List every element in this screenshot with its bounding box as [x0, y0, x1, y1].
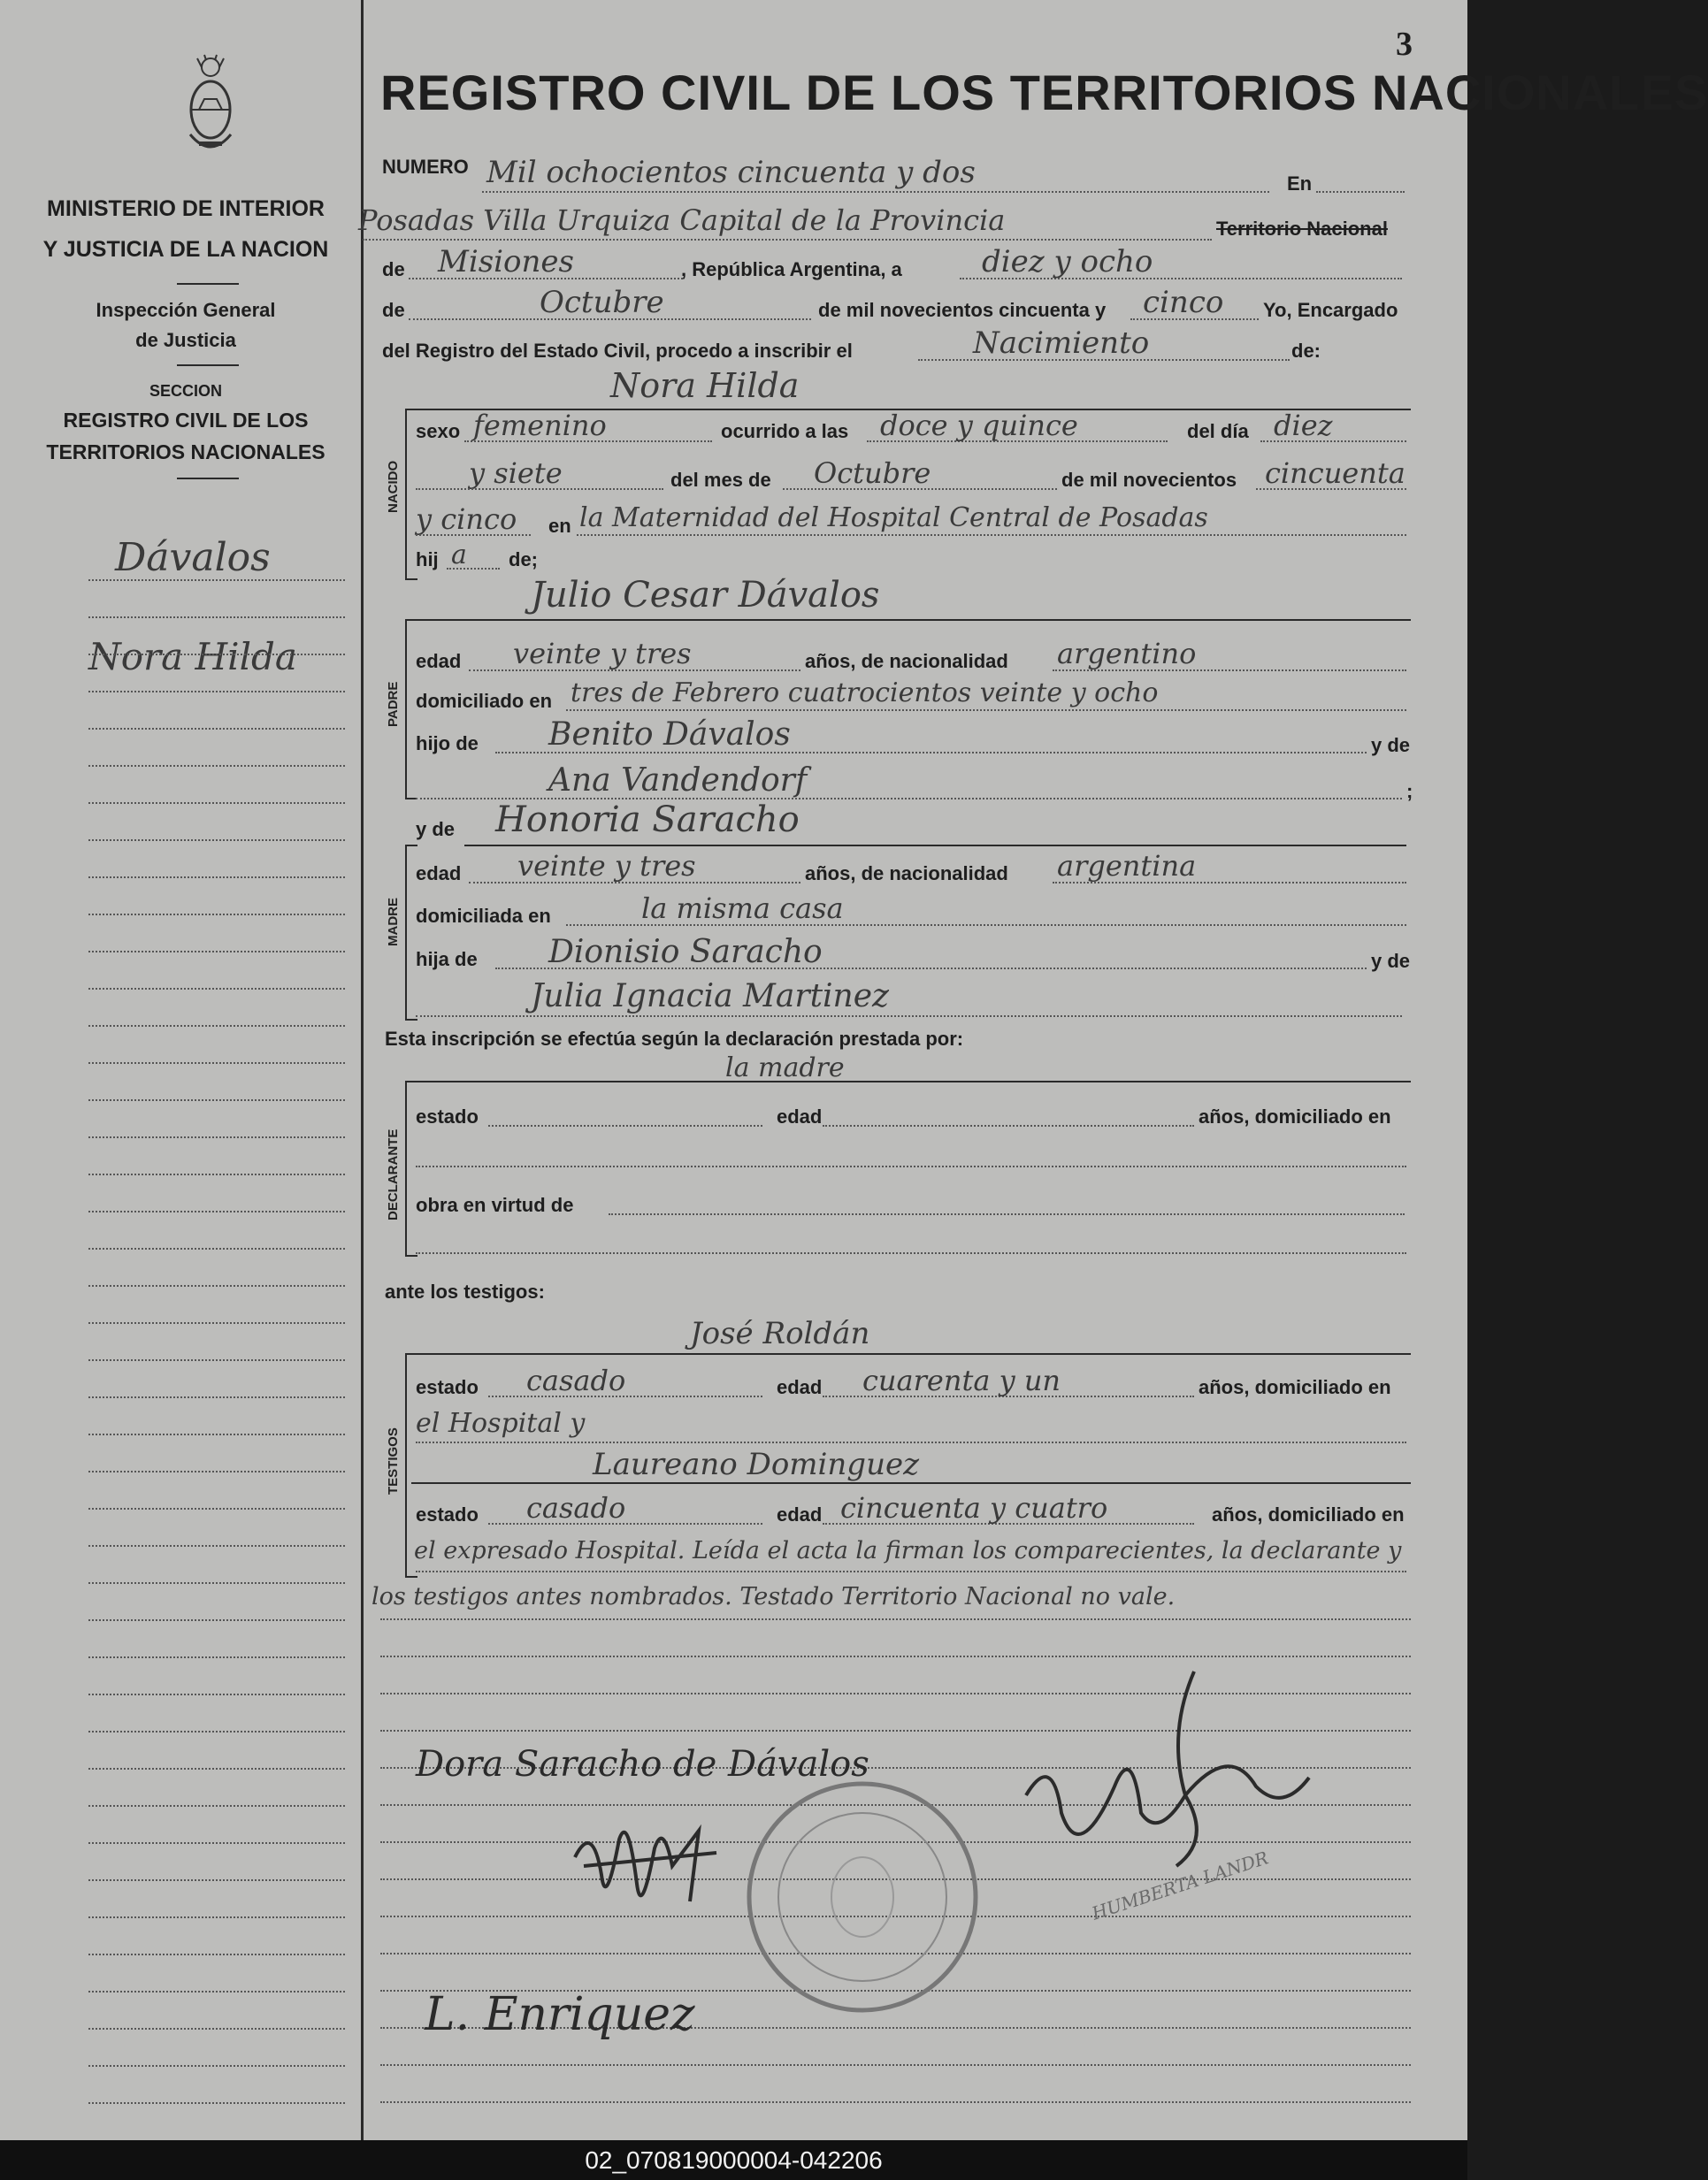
ruled-line: [88, 1359, 345, 1361]
t2-edad-label: edad: [777, 1503, 823, 1526]
hijo-de-label: hijo de: [416, 732, 479, 754]
del-mes-label: del mes de: [670, 469, 771, 491]
obra-line-2: [416, 1252, 1406, 1254]
inspection-line-2: de Justicia: [135, 329, 236, 351]
ministry-line-2: Y JUSTICIA DE LA NACION: [42, 237, 329, 262]
t1-dom-value: el Hospital y: [416, 1408, 586, 1439]
ruled-line: [88, 1731, 345, 1733]
ruled-line: [88, 1248, 345, 1250]
ruled-line: [88, 2102, 345, 2104]
ruled-line: [88, 1879, 345, 1881]
t1-estado-value: casado: [526, 1364, 626, 1397]
numero-value: Mil ochocientos cincuenta y dos: [486, 155, 976, 190]
divider: [177, 283, 239, 285]
madre-edad-label: edad: [416, 862, 462, 884]
madre-line: [464, 845, 1406, 846]
nombre-value: Nora Hilda: [610, 366, 800, 405]
t2-estado-label: estado: [416, 1503, 479, 1526]
ruled-line: [88, 765, 345, 767]
padre-edad-label: edad: [416, 650, 462, 672]
de3-label: de:: [1291, 340, 1321, 362]
ruled-line: [88, 1842, 345, 1844]
madre-value: Honoria Saracho: [495, 799, 800, 840]
ruled-line: [88, 1211, 345, 1212]
ruled-line: [88, 988, 345, 990]
left-margin-column: [0, 0, 364, 2140]
page-number: 3: [1396, 26, 1413, 63]
ruled-line: [380, 1656, 1411, 1657]
section-line-2: REGISTRO CIVIL DE LOS: [63, 409, 309, 432]
sexo-value: femenino: [473, 409, 607, 442]
mes-nac-value: Octubre: [814, 456, 931, 490]
padre-dom-line: [566, 709, 1406, 711]
testigo2-value: Laureano Dominguez: [593, 1447, 920, 1482]
coat-of-arms-emblem: [181, 55, 240, 161]
padre-nac-label: años, de nacionalidad: [805, 650, 1008, 672]
ruled-line: [88, 1991, 345, 1993]
ruled-line: [88, 802, 345, 804]
ruled-line: [88, 1285, 345, 1287]
abuelo-m-value: Dionisio Saracho: [548, 934, 823, 970]
t1-edad-value: cuarenta y un: [862, 1364, 1061, 1397]
obra-line: [609, 1213, 1405, 1215]
declarante-dom-label: años, domiciliado en: [1199, 1105, 1391, 1128]
ruled-line: [88, 951, 345, 952]
del-dia-label: del día: [1187, 420, 1249, 442]
padre-dom-value: tres de Febrero cuatrocientos veinte y ocho: [571, 677, 1159, 708]
ruled-line: [88, 2065, 345, 2067]
semicolon: ;: [1406, 780, 1413, 802]
t2-dom-label: años, domiciliado en: [1212, 1503, 1405, 1526]
padre-edad-value: veinte y tres: [513, 637, 692, 670]
de2-label: de: [382, 299, 405, 321]
nacido-label: NACIDO: [386, 460, 401, 513]
ruled-line: [88, 1062, 345, 1064]
de-label: de: [382, 258, 405, 280]
abuela-m-line: [416, 1015, 1402, 1017]
ruled-line: [88, 1322, 345, 1324]
padre-line: [411, 619, 1411, 621]
ruled-line: [88, 579, 345, 581]
esta-inscripcion-label: Esta inscripción se efectúa según la declaración prestada por:: [385, 1028, 964, 1050]
observaciones-line-2: los testigos antes nombrados. Testado Territorio Nacional no vale.: [371, 1583, 1176, 1610]
hija-de-label: hija de: [416, 948, 478, 970]
declarante-value: la madre: [725, 1052, 845, 1083]
signature-witness-1: [566, 1804, 734, 1928]
divider: [177, 478, 239, 479]
signature-encargado: [1000, 1663, 1336, 1893]
declarante-edad-line: [823, 1125, 1194, 1127]
territorio-label: Territorio Nacional: [1216, 218, 1388, 240]
ruled-line: [88, 1508, 345, 1510]
anio-value: cinco: [1143, 285, 1224, 320]
mil-nov-label: de mil novecientos cincuenta y: [818, 299, 1107, 321]
ruled-line: [88, 1396, 345, 1398]
ante-label: ante los testigos:: [385, 1281, 545, 1303]
ruled-line: [88, 1768, 345, 1770]
ruled-line: [88, 1545, 345, 1547]
y-de-label: y de: [1371, 734, 1411, 756]
ruled-line: [88, 839, 345, 841]
sexo-label: sexo: [416, 420, 461, 442]
declarante-section-label: DECLARANTE: [386, 1128, 401, 1220]
ruled-line: [88, 1805, 345, 1807]
obra-label: obra en virtud de: [416, 1194, 574, 1216]
ruled-line: [88, 914, 345, 915]
section-line-3: TERRITORIOS NACIONALES: [46, 440, 326, 463]
inspection-line-1: Inspección General: [96, 299, 276, 321]
lugar-nac-value: la Maternidad del Hospital Central de Posadas: [579, 502, 1208, 533]
registro-label: del Registro del Estado Civil, procedo a inscribir el: [382, 340, 853, 362]
ruled-line: [380, 2064, 1411, 2066]
madre-nac-value: argentina: [1057, 849, 1197, 883]
signature-declarante: Dora Saracho de Dávalos: [416, 1744, 869, 1785]
hij-label: hij: [416, 548, 439, 570]
declarante-dom-line: [416, 1166, 1406, 1167]
lugar-value: Posadas Villa Urquiza Capital de la Provincia: [358, 203, 1006, 237]
genero-line: [447, 568, 500, 570]
ruled-line: [88, 1136, 345, 1138]
ruled-line: [380, 1618, 1411, 1620]
official-stamp: [743, 1778, 982, 2016]
ruled-line: [88, 1099, 345, 1101]
section-label: SECCION: [149, 382, 222, 400]
observaciones-line-1: el expresado Hospital. Leída el acta la firman los comparecientes, la declarante y: [414, 1537, 1402, 1564]
ruled-line: [88, 876, 345, 878]
madre-section-label: MADRE: [386, 898, 401, 946]
divider: [177, 364, 239, 366]
testigo1-value: José Roldán: [690, 1316, 870, 1351]
ruled-line: [88, 728, 345, 730]
ruled-line: [88, 1916, 345, 1918]
ruled-line: [88, 1434, 345, 1435]
ruled-line: [88, 616, 345, 618]
t1-dom-label: años, domiciliado en: [1199, 1376, 1391, 1398]
ruled-line: [88, 1471, 345, 1472]
dia-nac-value-2: y siete: [469, 456, 563, 490]
margin-given-name: Nora Hilda: [88, 635, 297, 678]
republica-label: , República Argentina, a: [681, 258, 902, 280]
madre-nac-label: años, de nacionalidad: [805, 862, 1008, 884]
ruled-line: [88, 1656, 345, 1658]
madre-dom-value: la misma casa: [641, 891, 844, 925]
anio-nac2-line: [416, 534, 531, 536]
en-label: En: [1287, 172, 1313, 195]
mes-value: Octubre: [540, 285, 664, 320]
dia-nac2-line: [416, 488, 663, 490]
y-de2-label: y de: [416, 818, 456, 840]
lugar-line: [363, 239, 1212, 241]
numero-label: NUMERO: [382, 156, 469, 178]
declarante-line: [411, 1081, 1411, 1082]
y-de3-label: y de: [1371, 950, 1411, 972]
testigo2-line: [411, 1482, 1411, 1484]
declarante-estado-label: estado: [416, 1105, 479, 1128]
t2-estado-value: casado: [526, 1491, 626, 1525]
t1-dom-line: [416, 1442, 1406, 1443]
en-line: [1316, 191, 1405, 193]
madre-dom-label: domiciliada en: [416, 905, 551, 927]
padre-value: Julio Cesar Dávalos: [531, 575, 880, 616]
ruled-line: [88, 2028, 345, 2030]
lugar-nac-line: [577, 534, 1406, 536]
dia-nac-value: diez: [1274, 409, 1333, 442]
provincia-value: Misiones: [438, 244, 574, 279]
ministry-line-1: MINISTERIO DE INTERIOR: [47, 196, 325, 221]
signature-witness-2: L. Enriquez: [425, 1988, 695, 2041]
acto-value: Nacimiento: [973, 325, 1150, 361]
dia-value: diez y ocho: [982, 244, 1153, 279]
abuelo-value: Benito Dávalos: [548, 716, 791, 753]
ruled-line: [88, 691, 345, 692]
scan-id-footer: 02_070819000004-042206: [0, 2140, 1467, 2180]
ruled-line: [88, 1619, 345, 1621]
abuela-m-value: Julia Ignacia Martinez: [531, 978, 890, 1014]
testigo1-line: [411, 1353, 1411, 1355]
numero-line: [482, 191, 1269, 193]
ruled-line: [88, 1694, 345, 1695]
ruled-line: [88, 654, 345, 655]
obs1-line: [416, 1571, 1406, 1572]
anio-nac-value: cincuenta: [1265, 456, 1405, 490]
madre-edad-value: veinte y tres: [517, 849, 696, 883]
declarante-edad-label: edad: [777, 1105, 823, 1128]
ruled-line: [88, 1025, 345, 1027]
anio-nac-value-2: y cinco: [416, 502, 517, 536]
padre-dom-label: domiciliado en: [416, 690, 553, 712]
padre-section-label: PADRE: [386, 681, 401, 727]
yo-label: Yo, Encargado: [1263, 299, 1398, 321]
t1-edad-label: edad: [777, 1376, 823, 1398]
ruled-line: [88, 1954, 345, 1955]
stamp-name-text: HUMBERTA LANDR: [1089, 1847, 1271, 1924]
padre-nac-value: argentino: [1057, 637, 1197, 670]
de-colon-label: de;: [509, 548, 538, 570]
genero-value: a: [451, 539, 467, 570]
hora-value: doce y quince: [880, 409, 1078, 442]
testigos-section-label: TESTIGOS: [386, 1427, 401, 1495]
t1-estado-label: estado: [416, 1376, 479, 1398]
en2-label: en: [548, 515, 571, 537]
abuela-value: Ana Vandendorf: [548, 762, 808, 799]
ocurrido-label: ocurrido a las: [721, 420, 849, 442]
mil-nov2-label: de mil novecientos: [1061, 469, 1237, 491]
declarante-estado-line: [488, 1125, 762, 1127]
margin-surname: Dávalos: [115, 535, 271, 580]
form-title: REGISTRO CIVIL DE LOS TERRITORIOS NACIONALES: [380, 65, 1708, 120]
ruled-line: [380, 2101, 1411, 2103]
t2-edad-value: cincuenta y cuatro: [840, 1491, 1108, 1525]
ruled-line: [88, 1582, 345, 1584]
ruled-line: [88, 1174, 345, 1175]
